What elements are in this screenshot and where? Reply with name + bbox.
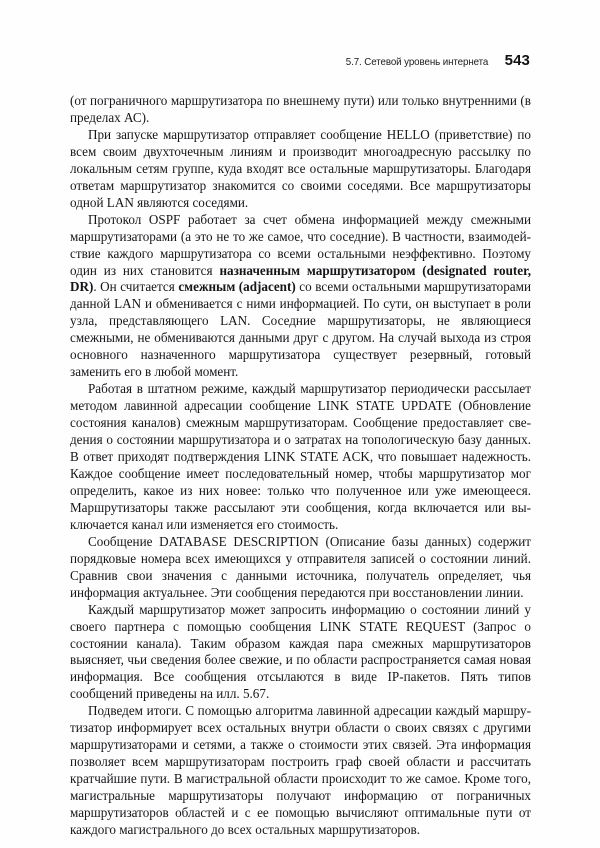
paragraph-p-summary: Подведем итоги. С помощью алгоритма лавинной адресации каждый маршрутизатор информирует всех остальных внутри области о своих связях с другими маршрутизаторами и сетями, а также о стоимости этих связей. Эта информация позволяет всем маршрутизаторам построить граф своей области и рассчитать кратчайшие пути. В магистральной области происходит то же самое. Кроме того, магистральные маршрутизаторы получают информацию от пограничных маршрутизаторов областей и с ее помощью вычисляют оптимальные пути от каждого магистрального до всех остальных маршрутизаторов.	[70, 703, 531, 837]
paragraph-p-database-description: Сообщение DATABASE DESCRIPTION (Описание базы данных) содержит порядковые номера всех имеющихся у отправителя записей о состоянии линий. Сравнив свои значения с данными источника, получатель определяет, чья информация актуальнее. Эти сообщения передаются при восстановлении линии.	[70, 533, 531, 600]
paragraph-p-hello: При запуске маршрутизатор отправляет сообщение HELLO (приветствие) по всем своим двухточечным линиям и производит многоадресную рассылку по локальным сетям группе, куда входят все остальные маршрутизаторы. Благодаря ответам маршрутизатор знакомится со своими соседями. Все маршрутизаторы одной LAN являются соседями.	[70, 126, 531, 210]
paragraph-p-link-state-update: Работая в штатном режиме, каждый маршрутизатор периодически рассылает методом лавинной адресации сообщение LINK STATE UPDATE (Обновление состояния каналов) смежным маршрутизаторам. Сообщение предоставляет сведения о состоянии маршрутизатора и о затратах на топологическую базу данных. В ответ приходят подтверждения LINK STATE ACK, что повышает надежность. Каждое сообщение имеет последовательный номер, чтобы маршрутизатор мог определить, какое из них новее: только что полученное или уже имеющееся. Маршрутизаторы также рассылают эти сообщения, когда включается или выключается канал или изменяется его стоимость.	[70, 381, 531, 532]
page-number: 543	[504, 52, 530, 69]
running-head-section-title: 5.7. Сетевой уровень интернета	[346, 56, 489, 68]
paragraph-p-continuation: (от пограничного маршрутизатора по внешнему пути) или только внутренними (в пределах АС).	[70, 93, 531, 125]
running-head	[70, 52, 530, 69]
paragraph-p-link-state-request: Каждый маршрутизатор может запросить информацию о состоянии линий у своего партнера с помощью сообщения LINK STATE REQUEST (Запрос о состоянии канала). Таким образом каждая пара смежных маршрутизаторов выясняет, чьи сведения более свежие, и по области распространяется самая новая информация. Все сообщения отсылаются в виде IP-пакетов. Пять типов сообщений приведены на илл. 5.67.	[70, 601, 531, 702]
paragraph-p-ospf-designated-router: Протокол OSPF работает за счет обмена информацией между смежными маршрутизаторами (а это не то же самое, что соседние). В частности, взаимодействие каждого маршрутизатора со всеми остальными неэффективно. Поэтому один из них становится назначенным маршрутизатором (designated router, DR). Он считается смежным (adjacent) со всеми остальными маршрутизаторами данной LAN и обменивается с ними информацией. По сути, он выступает в роли узла, представляющего LAN. Соседние маршрутизаторы, не являющиеся смежными, не обмениваются данными друг с другом. На случай выхода из строя основного назначенного маршрутизатора существует резервный, готовый заменить его в любой момент.	[70, 211, 531, 380]
body-text-block	[70, 93, 531, 839]
